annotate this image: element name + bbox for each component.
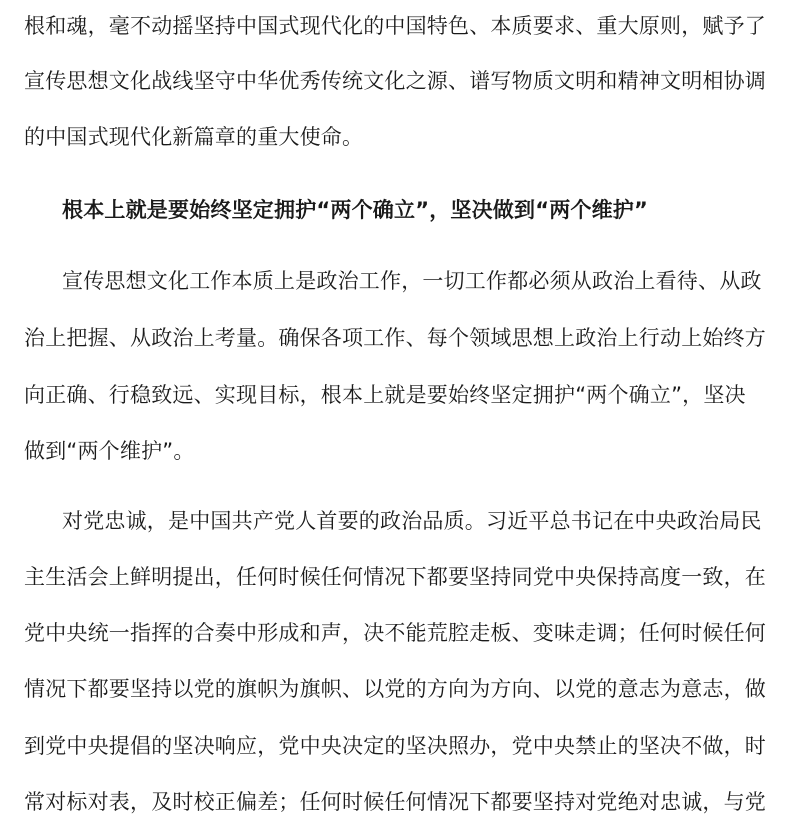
paragraph-3-line-2: 主生活会上鲜明提出，任何时候任何情况下都要坚持同党中央保持高度一致，在	[24, 565, 766, 589]
paragraph-2-line-3: 向正确、行稳致远、实现目标，根本上就是要始终坚定拥护“两个确立”，坚决	[24, 383, 746, 407]
paragraph-3-line-6: 常对标对表，及时校正偏差；任何时候任何情况下都要坚持对党绝对忠诚，与党	[24, 790, 766, 814]
paragraph-1-line-1: 根和魂，毫不动摇坚持中国式现代化的中国特色、本质要求、重大原则，赋予了	[24, 14, 766, 38]
paragraph-3-line-3: 党中央统一指挥的合奏中形成和声，决不能荒腔走板、变味走调；任何时候任何	[24, 621, 766, 645]
paragraph-3-line-1: 对党忠诚，是中国共产党人首要的政治品质。习近平总书记在中央政治局民	[62, 509, 762, 533]
paragraph-3-line-4: 情况下都要坚持以党的旗帜为旗帜、以党的方向为方向、以党的意志为意志，做	[24, 677, 766, 701]
section-heading: 根本上就是要始终坚定拥护“两个确立”，坚决做到“两个维护”	[62, 198, 649, 222]
paragraph-2-line-1: 宣传思想文化工作本质上是政治工作，一切工作都必须从政治上看待、从政	[62, 269, 762, 293]
paragraph-1-line-3: 的中国式现代化新篇章的重大使命。	[24, 125, 364, 149]
paragraph-2-line-2: 治上把握、从政治上考量。确保各项工作、每个领域思想上政治上行动上始终方	[24, 326, 766, 350]
document-page	[24, 0, 776, 814]
paragraph-2-line-4: 做到“两个维护”。	[24, 439, 195, 463]
paragraph-3-line-5: 到党中央提倡的坚决响应，党中央决定的坚决照办，党中央禁止的坚决不做，时	[24, 734, 766, 758]
paragraph-1-line-2: 宣传思想文化战线坚守中华优秀传统文化之源、谱写物质文明和精神文明相协调	[24, 69, 766, 93]
